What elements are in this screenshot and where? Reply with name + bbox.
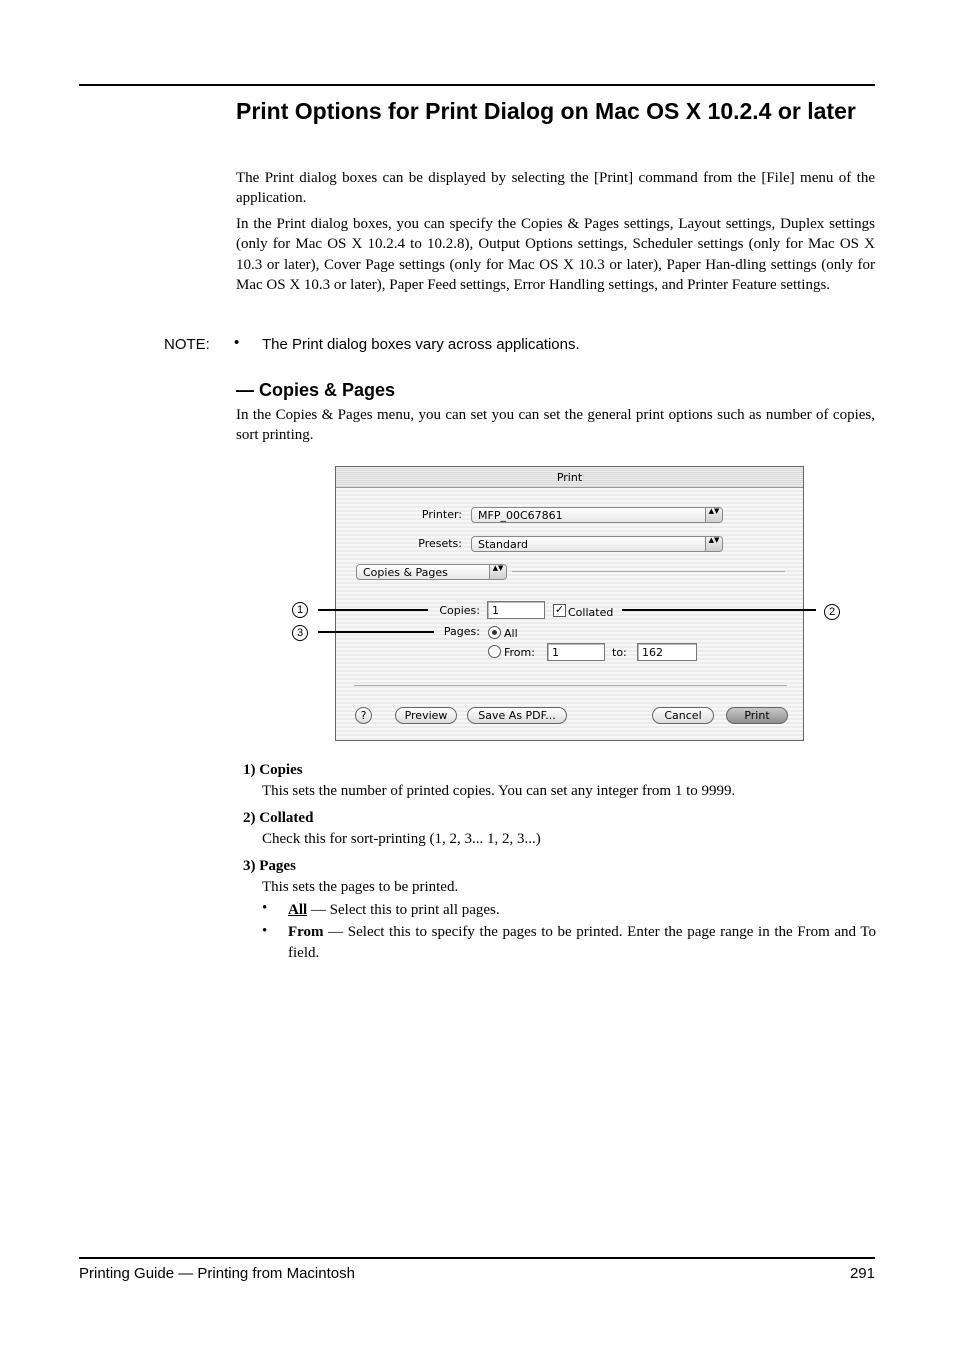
callout-2-line <box>622 609 816 611</box>
chevron-updown-icon: ▲▼ <box>705 537 722 551</box>
callout-1: 1 <box>292 602 308 618</box>
presets-select[interactable] <box>471 536 723 552</box>
intro-paragraph-1: The Print dialog boxes can be displayed by selecting the [Print] command from the [File] menu of the application. <box>236 170 875 207</box>
pages-all-radio[interactable] <box>488 626 501 639</box>
print-button[interactable]: Print <box>726 707 788 724</box>
bullet-all-term: All <box>288 902 308 918</box>
preview-button[interactable]: Preview <box>395 707 457 724</box>
from-value: 1 <box>552 646 559 659</box>
panel-separator <box>512 571 785 572</box>
note-text: The Print dialog boxes vary across applications. <box>262 336 580 353</box>
item-heading-copies: 1) Copies <box>243 762 303 778</box>
printer-label: Printer: <box>421 508 462 521</box>
pages-from-radio[interactable] <box>488 645 501 658</box>
presets-value: Standard <box>478 538 529 551</box>
callout-3-line <box>318 631 434 633</box>
footer-rule <box>79 1257 875 1259</box>
pages-label: Pages: <box>443 625 480 638</box>
pages-from-label: From: <box>504 646 535 659</box>
save-as-pdf-button[interactable]: Save As PDF... <box>467 707 567 724</box>
to-label: to: <box>612 646 627 659</box>
callout-2: 2 <box>824 604 840 620</box>
intro-paragraph-2: In the Print dialog boxes, you can specify the Copies & Pages settings, Layout settings, Duplex settings (only for Mac OS X 10.2.4 to 10.2.8), Output Options settings, Scheduler settings (only for Mac OS X 10.3 or later), Cover Page settings (only for Mac OS X 10.3 or later), Paper Han-dling settings (only for Mac OS X 10.3 or later), Paper Feed settings, Error Handling settings, and Printer Feature settings. <box>236 216 875 293</box>
item-body-pages: This sets the pages to be printed. <box>262 879 459 895</box>
item-heading-pages: 3) Pages <box>243 858 296 874</box>
item-heading-collated: 2) Collated <box>243 810 314 826</box>
dialog-titlebar <box>336 467 803 488</box>
note-bullet: • <box>234 334 240 351</box>
copies-label: Copies: <box>439 604 480 617</box>
item-body-collated: Check this for sort-printing (1, 2, 3... 1, 2, 3...) <box>262 831 541 847</box>
page-heading: Print Options for Print Dialog on Mac OS X 10.2.4 or later <box>236 98 856 124</box>
top-rule <box>79 84 875 86</box>
copies-field[interactable] <box>487 601 545 619</box>
copies-value: 1 <box>492 604 499 617</box>
bullet-mark-all: • <box>262 900 268 916</box>
printer-select[interactable] <box>471 507 723 523</box>
presets-label: Presets: <box>418 537 462 550</box>
footer-title: Printing Guide — Printing from Macintosh <box>79 1265 355 1282</box>
bullet-all-text: — Select this to print all pages. <box>307 902 500 918</box>
printer-value: MFP_00C67861 <box>478 509 563 522</box>
chevron-updown-icon: ▲▼ <box>705 508 722 522</box>
section-intro: In the Copies & Pages menu, you can set you can set the general print options such as number of copies, sort printing. <box>236 407 875 444</box>
page-number: 291 <box>849 1265 875 1282</box>
to-field[interactable] <box>637 643 697 661</box>
from-field[interactable] <box>547 643 605 661</box>
item-body-copies: This sets the number of printed copies. You can set any integer from 1 to 9999. <box>262 783 736 799</box>
panel-value: Copies & Pages <box>363 566 448 579</box>
help-button[interactable]: ? <box>355 707 372 724</box>
bullet-from-term: From <box>288 924 324 940</box>
cancel-button[interactable]: Cancel <box>652 707 714 724</box>
note-label: NOTE: <box>164 336 210 353</box>
collated-checkbox[interactable]: ✓ <box>554 603 565 616</box>
dialog-title: Print <box>556 471 583 484</box>
pages-all-label: All <box>504 627 518 640</box>
to-value: 162 <box>642 646 663 659</box>
panel-select[interactable] <box>356 564 507 580</box>
print-dialog <box>335 466 804 741</box>
bullet-from-text: — Select this to specify the pages to be printed. Enter the page range in the From and To field. <box>288 924 876 961</box>
callout-3: 3 <box>292 625 308 641</box>
callout-1-line <box>318 609 428 611</box>
bullet-from <box>288 922 876 964</box>
section-title: — Copies & Pages <box>236 380 396 400</box>
bottom-separator <box>354 685 787 686</box>
bullet-mark-from: • <box>262 923 268 939</box>
collated-label: Collated <box>568 606 614 619</box>
chevron-updown-icon: ▲▼ <box>489 565 506 579</box>
bullet-all <box>288 900 876 921</box>
